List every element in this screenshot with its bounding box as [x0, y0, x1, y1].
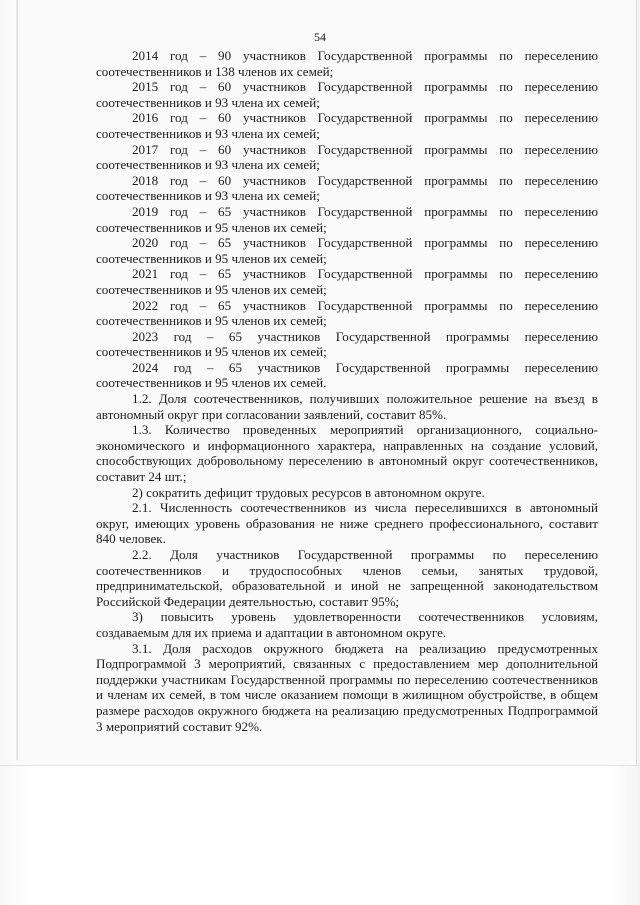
paragraph-goal-2: 2) сократить дефицит трудовых ресурсов в автономном округе.	[132, 484, 485, 500]
paragraph-2-1: 2.1. Численность соотечественников из числа переселившихся в автономный округ, имеющих уровень образования не ниже среднего профессионального, составит 840 человек.	[96, 500, 598, 547]
paragraph-2017: 2017 год – 60 участников Государственной программы по переселению соотечественников и 93 члена их семей;	[96, 141, 598, 173]
paragraph-2019: 2019 год – 65 участников Государственной программы по переселению соотечественников и 95 членов их семей;	[96, 203, 598, 235]
page-left-edge	[16, 0, 18, 760]
page-bottom-edge	[0, 765, 640, 766]
page-number: 54	[314, 30, 326, 44]
paragraph-1-2: 1.2. Доля соотечественников, получивших положительное решение на въезд в автономный округ при согласовании заявлений, составит 85%.	[96, 391, 598, 422]
paragraph-2023: 2023 год – 65 участников Государственной программы переселению соотечественников и 95 членов их семей;	[96, 328, 598, 360]
paragraph-2-2: 2.2. Доля участников Государственной программы по переселению соотечественников и трудоспособных членов семьи, занятых трудовой, предпринимательской, образовательной и иной не запрещенной законодательством Российской Федерации деятельностью, составит 95%;	[96, 547, 598, 609]
paragraph-goal-3: 3) повысить уровень удовлетворенности соотечественников условиям, создаваемым для их приема и адаптации в автономном округе.	[96, 609, 598, 640]
paragraph-1-3: 1.3. Количество проведенных мероприятий организационного, социально-экономического и информационного характера, направленных на создание условий, способствующих добровольному переселению в автономный округ соотечественников, составит 24 шт.;	[96, 422, 598, 485]
paragraph-2021: 2021 год – 65 участников Государственной программы по переселению соотечественников и 95 членов их семей;	[96, 266, 598, 297]
paragraph-2016: 2016 год – 60 участников Государственной программы по переселению соотечественников и 93 члена их семей;	[96, 110, 598, 141]
paragraph-2015: 2015 год – 60 участников Государственной программы по переселению соотечественников и 93 члена их семей;	[96, 79, 598, 110]
paragraph-2014: 2014 год – 90 участников Государственной программы по переселению соотечественников и 138 членов их семей;	[96, 48, 598, 79]
paragraph-3-1: 3.1. Доля расходов окружного бюджета на реализацию предусмотренных Подпрограммой 3 мероприятий, связанных с предоставлением мер дополнительной поддержки участникам Государственной программы по переселению соотечественников и членам их семей, в том числе оказанием помощи в жилищном обустройстве, в общем размере расходов окружного бюджета на реализацию предусмотренных Подпрограммой 3 мероприятий составит 92%.	[96, 640, 598, 734]
paragraph-2024: 2024 год – 65 участников Государственной программы переселению соотечественников и 95 членов их семей.	[96, 359, 598, 391]
document-body	[96, 48, 598, 734]
paragraph-2020: 2020 год – 65 участников Государственной программы по переселению соотечественников и 95 членов их семей;	[96, 235, 598, 266]
paragraph-2022: 2022 год – 65 участников Государственной программы по переселению соотечественников и 95 членов их семей;	[96, 297, 598, 329]
paragraph-2018: 2018 год – 60 участников Государственной программы по переселению соотечественников и 93 члена их семей;	[96, 172, 598, 204]
